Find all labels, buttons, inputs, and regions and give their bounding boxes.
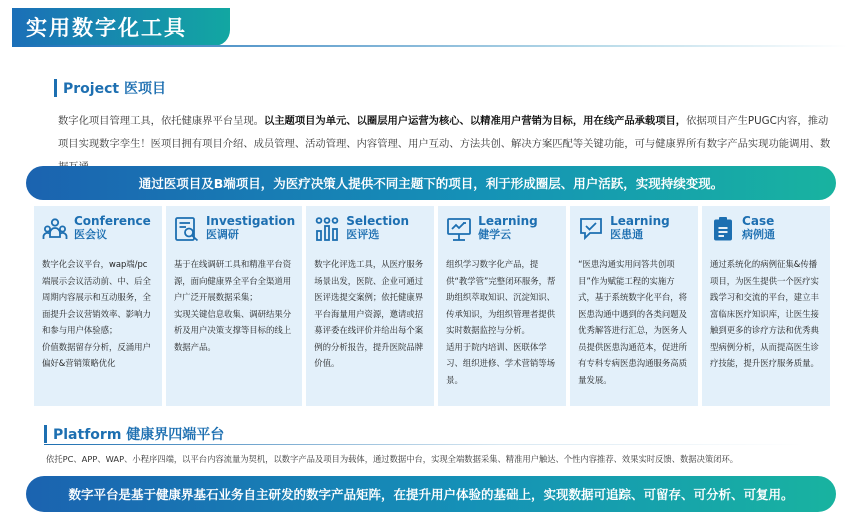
- card-titles: [478, 214, 538, 242]
- card-body: [578, 256, 691, 388]
- card-header: [578, 214, 691, 250]
- chat-check-icon: [578, 216, 604, 242]
- card-paragraph: 数字化评选工具，从医疗服务场景出发，医院、企业可通过医评选提交案例；依托健康界平台海量用户资源，邀请或招募评委在线评价并给出每个案例的分析报告，提升医院品牌价值。: [314, 259, 424, 368]
- card-titles: [206, 214, 295, 242]
- project-heading-text: Project 医项目: [63, 81, 166, 97]
- card-paragraph: 实现关键信息收集、调研结果分析及用户决策支撑等目标的线上数据产品。: [173, 308, 292, 352]
- card-paragraph: 通过系统化的病例征集&传播项目，为医生提供一个医疗实践学习和交流的平台，建立丰富临床医疗知识库，让医生接触到更多的诊疗方法和优秀典型病例分析，从而提高医生诊疗技能，提升医疗服务质量。: [710, 259, 819, 368]
- heading-bar: [44, 425, 47, 443]
- card-doctor-patient: [570, 206, 698, 406]
- title-divider: [12, 45, 848, 47]
- card-header: [314, 214, 427, 250]
- card-title-en: Learning: [610, 214, 670, 228]
- page-title: 实用数字化工具: [12, 8, 230, 46]
- card-case: [702, 206, 830, 406]
- platform-section-heading: [44, 424, 224, 444]
- card-header: [42, 214, 155, 250]
- card-conference: [34, 206, 162, 406]
- project-section-heading: [54, 78, 166, 98]
- card-paragraph: “医患沟通实用问答共创项目”作为赋能工程的实施方式，基于系统数字化平台，将医患沟通中遇到的各类问题及优秀解答进行汇总，为医务人员提供医患沟通范本，促进所有专科专病医患沟通服务高质量发展。: [578, 259, 687, 385]
- platform-heading-text: Platform 健康界四端平台: [53, 427, 225, 443]
- card-body: [314, 256, 427, 372]
- card-body: [710, 256, 823, 372]
- project-description-part-1: 数字化项目管理工具，依托健康界平台呈现。: [58, 115, 264, 127]
- card-titles: [74, 214, 151, 242]
- card-paragraph: 价值数据留存分析，反涌用户偏好&营销策略优化: [42, 341, 151, 368]
- heading-bar: [54, 79, 57, 97]
- card-paragraph: 组织学习数字化产品，提供“教学管”完整闭环服务，帮助组织萃取知识、沉淀知识、传承知识，为组织管理者提供实时数据监控与分析。: [446, 259, 556, 335]
- card-title-en: Learning: [478, 214, 538, 228]
- card-titles: [610, 214, 670, 242]
- card-learning-cloud: [438, 206, 566, 406]
- card-body: [446, 256, 559, 388]
- people-group-icon: [42, 216, 68, 242]
- card-title-cn: 医评选: [346, 228, 380, 241]
- card-body: [42, 256, 155, 372]
- card-title-cn: 医会议: [74, 228, 107, 241]
- card-titles: [346, 214, 409, 242]
- selection-icon: [314, 216, 340, 242]
- card-header: [710, 214, 823, 250]
- card-title-en: Case: [742, 214, 775, 228]
- learning-cloud-icon: [446, 216, 472, 242]
- card-header: [446, 214, 559, 250]
- product-cards: [34, 206, 830, 406]
- investigation-icon: [174, 216, 200, 242]
- platform-description: 依托PC、APP、WAP、小程序四端，以平台内容流量为契机，以数字产品及项目为载体，通过数据中台，实现全端数据采集、精准用户触达、个性内容推荐、效果实时反馈、数据决策闭环。: [46, 454, 739, 464]
- card-title-cn: 医调研: [205, 228, 239, 241]
- card-investigation: [166, 206, 302, 406]
- bottom-banner: 数字平台是基于健康界基石业务自主研发的数字产品矩阵，在提升用户体验的基础上，实现数据可追踪、可留存、可分析、可复用。: [26, 476, 836, 512]
- card-header: [174, 214, 295, 250]
- card-title-en: Investigation: [205, 214, 296, 228]
- platform-divider: [44, 444, 804, 445]
- card-titles: [742, 214, 775, 242]
- clipboard-icon: [710, 216, 736, 242]
- card-paragraph: 基于在线调研工具和精准平台资源，面向健康界全平台全渠道用户广泛开展数据采集；: [173, 259, 292, 302]
- card-title-cn: 病例通: [742, 228, 776, 241]
- card-paragraph: 适用于院内培训、医联体学习、组织进修、学术营销等场景。: [446, 341, 556, 385]
- card-selection: [306, 206, 434, 406]
- project-description-bold: 以主题项目为单元、以圈层用户运营为核心、以精准用户营销为目标，用在线产品承载项目，: [263, 115, 687, 127]
- project-description-part-2: 依据项目产生PUGC内容，推动项目实现数字孪生！医项目拥有项目介绍、成员管理、活动管理、内容管理、用户互动、方法共创、解决方案匹配等关键功能，可与健康界所有数字产品实现功能调用、数: [58, 115, 831, 150]
- card-title-en: Conference: [74, 214, 151, 228]
- card-title-cn: 医患通: [610, 228, 644, 241]
- card-title-en: Selection: [346, 214, 410, 228]
- top-banner: 通过医项目及B端项目，为医疗决策人提供不同主题下的项目，利于形成圈层、用户活跃，实现持续变现。: [26, 166, 836, 200]
- card-paragraph: 数字化会议平台，wap端/pc端展示会议活动前、中、后全周期内容展示和互动服务，全面提升会议营销效率、影响力和参与用户体验感；: [42, 259, 151, 335]
- card-title-cn: 健学云: [478, 228, 512, 241]
- card-body: [174, 256, 295, 355]
